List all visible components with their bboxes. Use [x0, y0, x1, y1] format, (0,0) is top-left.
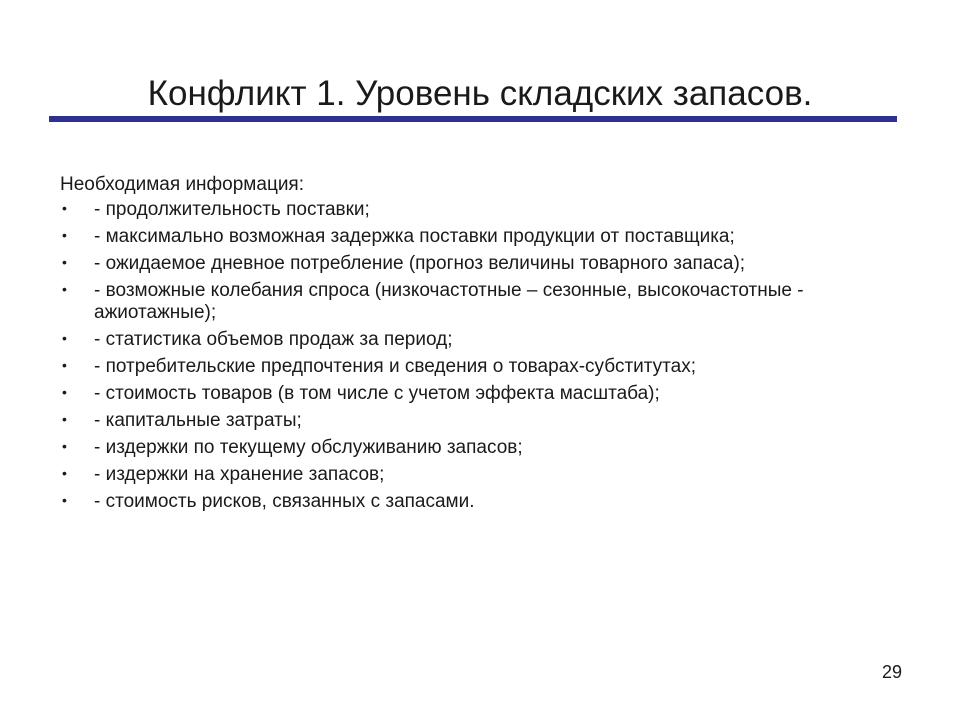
bullet-icon: • — [62, 357, 67, 373]
list-item-text: - стоимость товаров (в том числе с учетом эффекта масштаба); — [94, 383, 660, 404]
list-item-text: - стоимость рисков, связанных с запасами. — [94, 491, 475, 512]
list-item-text: - статистика объемов продаж за период; — [94, 329, 453, 350]
bullet-icon: • — [62, 492, 67, 508]
list-item — [60, 410, 880, 432]
list-item — [60, 437, 880, 459]
list-item — [60, 280, 880, 324]
list-item — [60, 491, 880, 513]
bullet-icon: • — [62, 330, 67, 346]
slide-title: Конфликт 1. Уровень складских запасов. — [147, 74, 813, 113]
list-item — [60, 329, 880, 351]
list-item — [60, 464, 880, 486]
list-item-text: - издержки по текущему обслуживанию запасов; — [94, 437, 523, 458]
title-underline — [49, 116, 897, 122]
list-item — [60, 199, 880, 221]
page-number: 29 — [881, 662, 902, 682]
bullet-icon: • — [62, 384, 67, 400]
list-item-text: - ожидаемое дневное потребление (прогноз величины товарного запаса); — [94, 253, 746, 274]
slide-content — [60, 172, 880, 518]
list-item-text: - возможные колебания спроса (низкочастотные – сезонные, высокочастотные - ажиотажные); — [94, 280, 804, 323]
list-item — [60, 253, 880, 275]
list-item-text: - максимально возможная задержка поставки продукции от поставщика; — [94, 226, 735, 247]
list-item-text: - продолжительность поставки; — [94, 199, 370, 220]
list-item — [60, 383, 880, 405]
intro-text: Необходимая информация: — [60, 174, 305, 195]
bullet-icon: • — [62, 200, 67, 216]
info-list — [60, 199, 880, 513]
list-item — [60, 356, 880, 378]
list-item-text: - потребительские предпочтения и сведения о товарах-субститутах; — [94, 356, 697, 377]
list-item-text: - издержки на хранение запасов; — [94, 464, 385, 485]
list-item — [60, 226, 880, 248]
bullet-icon: • — [62, 254, 67, 270]
bullet-icon: • — [62, 227, 67, 243]
bullet-icon: • — [62, 411, 67, 427]
bullet-icon: • — [62, 465, 67, 481]
bullet-icon: • — [62, 281, 67, 297]
bullet-icon: • — [62, 438, 67, 454]
list-item-text: - капитальные затраты; — [94, 410, 302, 431]
